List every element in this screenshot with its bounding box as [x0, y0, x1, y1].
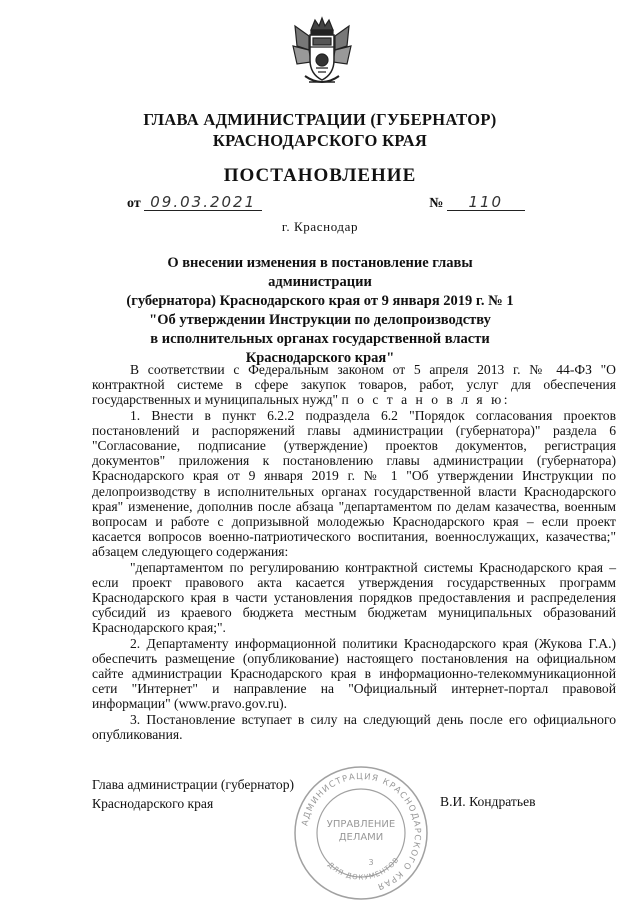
title-line: Краснодарского края" [245, 350, 395, 366]
date-value: 09.03.2021 [150, 193, 257, 211]
title-line: "Об утверждении Инструкции по делопроизводству [149, 312, 491, 328]
paragraph-1: 1. Внести в пункт 6.2.2 подраздела 6.2 "Порядок согласования проектов постановлений и распоряжений главы администрации (губернатора)" раздела 6 "Согласование, подписание (утверждение) проектов документов, регистрация документов" приложения к постановлению главы администрации (губернатора) Краснодарского края от 9 января 2019 г. № 1 "Об утверждении Инструкции по делопроизводству в исполнительных органах государственной власти Краснодарского края" изменение, дополнив после абзаца "департаментом по делам казачества, военным вопросам и работе с допризывной молодежью Краснодарского края – если проект касается вопросов военно-патриотического воспитания, военнослужащих, казачества;" абзацем следующего содержания: [92, 407, 616, 560]
authority-title-line1: ГЛАВА АДМИНИСТРАЦИИ (ГУБЕРНАТОР) [143, 110, 497, 129]
office-stamp [293, 765, 429, 901]
paragraph-3: 3. Постановление вступает в силу на следующий день после его официального опубликования. [92, 711, 616, 742]
number-field [447, 193, 525, 211]
intro-paragraph [92, 362, 616, 408]
title-line: в исполнительных органах государственной власти [150, 331, 490, 347]
number-prefix: № [429, 196, 444, 211]
quoted-paragraph: "департаментом по регулированию контрактной системы Краснодарского края – если проект правового акта касается утверждения государственных программ Краснодарского края в части установления порядков предоставления и распределения субсидий из краевого бюджета местным бюджетам муниципальных образований Краснодарского края;". [92, 559, 616, 636]
document-type: ПОСТАНОВЛЕНИЕ [223, 165, 417, 186]
date-prefix: от [127, 196, 141, 211]
signatory-name: В.И. Кондратьев [440, 794, 536, 809]
resolve-word: п о с т а н о в л я ю: [341, 392, 511, 408]
svg-text:3: 3 [368, 858, 374, 867]
document-title [120, 254, 520, 368]
title-line: (губернатора) Краснодарского края от 9 января 2019 г. № 1 [126, 293, 514, 309]
signatory-position [92, 775, 294, 813]
intro-text: В соответствии с Федеральным законом от 5 апреля 2013 г. № 44-ФЗ "О контрактной системе в сфере закупок товаров, работ, услуг для обеспечения государственных и муниципальных нужд" [92, 362, 616, 408]
position-line1: Глава администрации (губернатор) [92, 777, 295, 792]
svg-text:ДЕЛАМИ: ДЕЛАМИ [338, 832, 384, 843]
authority-title-line2: КРАСНОДАРСКОГО КРАЯ [212, 131, 428, 150]
document-body [92, 362, 616, 742]
coat-of-arms-emblem [291, 16, 353, 90]
svg-text:АДМИНИСТРАЦИЯ КРАСНОДАРСКОГО К: АДМИНИСТРАЦИЯ КРАСНОДАРСКОГО КРАЯ [300, 771, 423, 892]
position-line2: Краснодарского края [92, 796, 214, 811]
paragraph-2: 2. Департаменту информационной политики Краснодарского края (Жукова Г.А.) обеспечить размещение (опубликование) настоящего постановления на официальном сайте администрации Краснодарского края в информационно-телекоммуникационной сети "Интернет" и направление на "Официальный интернет-портал правовой информации" (www.pravo.gov.ru). [92, 635, 616, 712]
title-line: О внесении изменения в постановление главы администрации [167, 255, 473, 290]
svg-text:ДЛЯ ДОКУМЕНТОВ: ДЛЯ ДОКУМЕНТОВ [326, 855, 401, 882]
number-value: 110 [468, 193, 504, 211]
city: г. Краснодар [281, 219, 359, 234]
svg-text:УПРАВЛЕНИЕ: УПРАВЛЕНИЕ [326, 819, 396, 830]
date-number-row [127, 193, 527, 212]
date-field [144, 193, 262, 211]
